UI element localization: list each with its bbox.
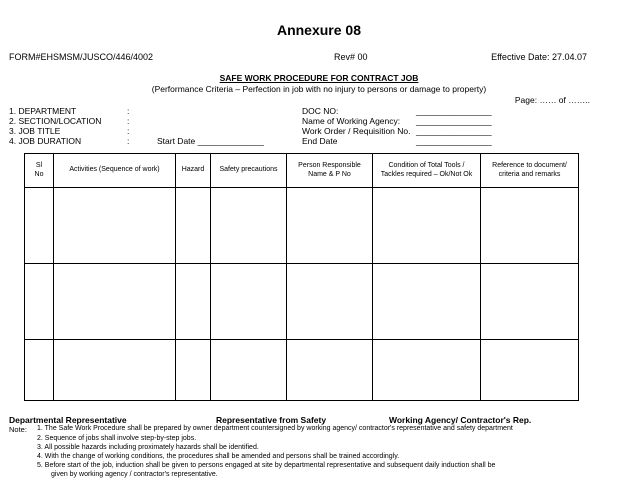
table-cell[interactable]	[25, 264, 54, 340]
table-row	[25, 188, 579, 264]
note-item-5-continued: given by working agency / contractor's representative.	[51, 471, 218, 478]
note-item-2: 2. Sequence of jobs shall involve step-by-step jobs.	[37, 435, 197, 442]
field-department-label: 1. DEPARTMENT	[9, 106, 77, 116]
note-item-4: 4. With the change of working conditions, the procedures shall be amended and persons shall be trained accordingly.	[37, 453, 400, 460]
signature-agency-rep: Working Agency/ Contractor's Rep.	[389, 415, 532, 425]
note-item-5: 5. Before start of the job, induction shall be given to persons engaged at site by departmental representative and subsequent daily induction shall be	[37, 462, 496, 469]
page-title: Annexure 08	[276, 22, 362, 38]
field-job-duration-label: 4. JOB DURATION	[9, 136, 82, 146]
field-job-duration-colon: :	[127, 136, 130, 146]
field-job-title-colon: :	[127, 126, 130, 136]
field-agency-label: Name of Working Agency:	[302, 116, 401, 126]
note-item-3: 3. All possible hazards including proximately hazards shall be identified.	[37, 444, 259, 451]
table-cell[interactable]	[211, 188, 287, 264]
table-cell[interactable]	[176, 264, 211, 340]
field-job-title-label: 3. JOB TITLE	[9, 126, 61, 136]
table-row	[25, 340, 579, 401]
table-cell[interactable]	[25, 188, 54, 264]
note-item-1: 1. The Safe Work Procedure shall be prepared by owner department countersigned by working agency/ contractor's representative and safety department	[37, 425, 513, 432]
procedure-table	[24, 153, 579, 401]
col-header-reference: Reference to document/ criteria and remarks	[481, 154, 579, 188]
col-header-hazard: Hazard	[176, 154, 211, 188]
page-number: Page: …… of ……..	[514, 95, 590, 105]
field-work-order-line: ________________	[416, 126, 492, 136]
table-row	[25, 264, 579, 340]
table-cell[interactable]	[287, 188, 373, 264]
table-cell[interactable]	[25, 340, 54, 401]
table-cell[interactable]	[287, 340, 373, 401]
table-cell[interactable]	[373, 188, 481, 264]
table-cell[interactable]	[373, 340, 481, 401]
table-cell[interactable]	[373, 264, 481, 340]
revision-number: Rev# 00	[334, 52, 368, 62]
field-section-colon: :	[127, 116, 130, 126]
col-header-sl-no: Sl No	[25, 154, 54, 188]
field-department-colon: :	[127, 106, 130, 116]
performance-criteria: (Performance Criteria – Perfection in job with no injury to persons or damage to property)	[151, 84, 487, 94]
table-cell[interactable]	[287, 264, 373, 340]
field-doc-no-label: DOC NO:	[302, 106, 339, 116]
field-section-label: 2. SECTION/LOCATION	[9, 116, 102, 126]
form-number: FORM#EHSMSM/JUSCO/446/4002	[9, 52, 154, 62]
table-header-row	[25, 154, 579, 188]
effective-date: Effective Date: 27.04.07	[491, 52, 587, 62]
table-cell[interactable]	[176, 340, 211, 401]
field-end-date-label: End Date	[302, 136, 338, 146]
col-header-person-responsible: Person Responsible Name & P No	[287, 154, 373, 188]
table-cell[interactable]	[176, 188, 211, 264]
start-date-field: Start Date ______________	[157, 136, 264, 146]
procedure-heading: SAFE WORK PROCEDURE FOR CONTRACT JOB	[219, 73, 419, 83]
field-work-order-label: Work Order / Requisition No.	[302, 126, 411, 136]
field-agency-line: ________________	[416, 116, 492, 126]
col-header-activities: Activities (Sequence of work)	[54, 154, 176, 188]
field-end-date-line: ________________	[416, 136, 492, 146]
table-cell[interactable]	[481, 188, 579, 264]
col-header-tools-condition: Condition of Total Tools / Tackles required – Ok/Not Ok	[373, 154, 481, 188]
table-cell[interactable]	[54, 340, 176, 401]
signature-departmental-rep: Departmental Representative	[9, 415, 127, 425]
col-header-safety-precautions: Safety precautions	[211, 154, 287, 188]
table-cell[interactable]	[54, 264, 176, 340]
table-cell[interactable]	[54, 188, 176, 264]
table-cell[interactable]	[211, 340, 287, 401]
notes-label: Note:	[9, 425, 27, 434]
table-cell[interactable]	[481, 340, 579, 401]
table-cell[interactable]	[211, 264, 287, 340]
field-doc-no-line: ________________	[416, 106, 492, 116]
signature-safety-rep: Representative from Safety	[216, 415, 327, 425]
table-cell[interactable]	[481, 264, 579, 340]
